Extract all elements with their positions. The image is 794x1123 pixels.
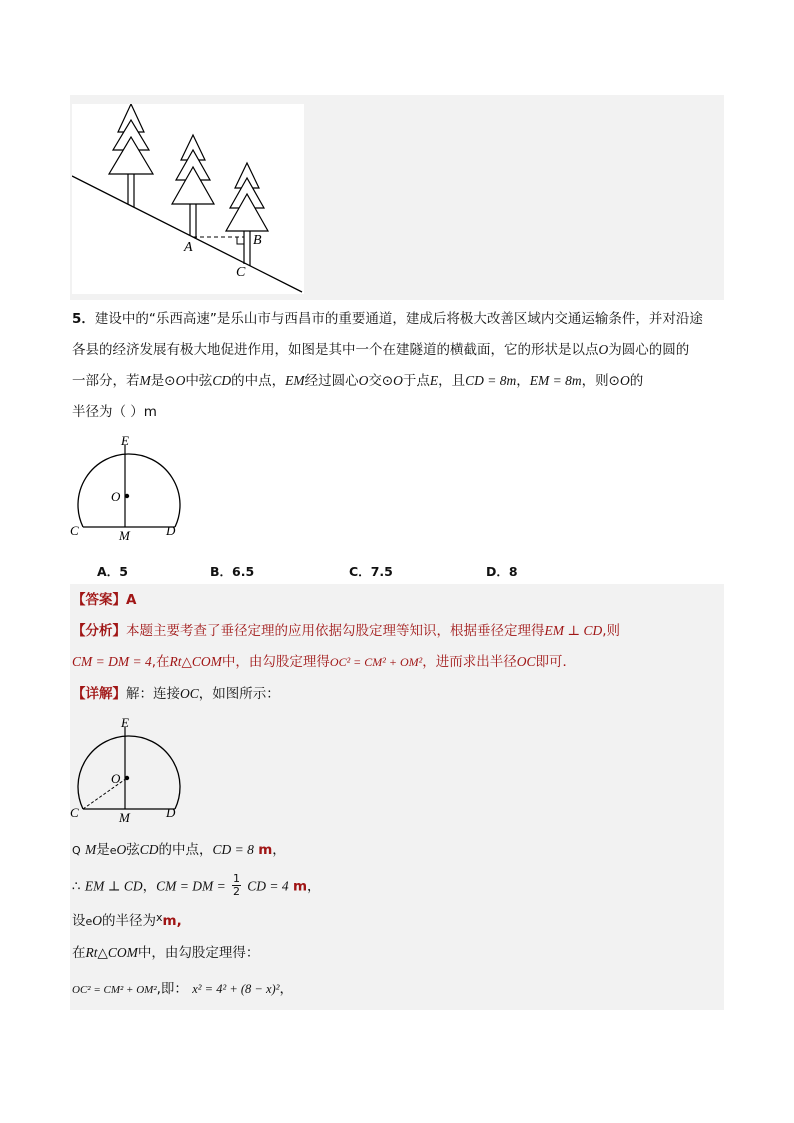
answer-value: A xyxy=(126,592,137,608)
tunnel-label-c: C xyxy=(70,523,79,538)
tunnel-label-d: D xyxy=(166,523,176,538)
dashed-oc xyxy=(83,778,127,809)
analysis-tag: 【分析】 xyxy=(72,623,126,639)
question-line-1: 5．建设中的“乐西高速”是乐山市与西昌市的重要通道，建成后将极大改善区域内交通运输条件，并对沿途 xyxy=(72,311,703,327)
option-d[interactable]: D．8 xyxy=(486,564,518,579)
option-c[interactable]: C．7.5 xyxy=(349,564,393,579)
option-b[interactable]: B．6.5 xyxy=(210,564,255,579)
analysis-line-2: CM = DM = 4,在Rt△COM中，由勾股定理得OC² = CM² + OM²，进而求出半径OC即可． xyxy=(72,654,576,670)
step-1: Q M是eO弦CD的中点，CD = 8 m， xyxy=(72,842,286,858)
tunnel-label-e: E xyxy=(121,433,129,448)
option-a[interactable]: A．5 xyxy=(97,564,128,579)
center-point-2 xyxy=(125,776,129,780)
label-b: B xyxy=(253,233,262,248)
center-point xyxy=(125,494,129,498)
step-4: 在Rt△COM中，由勾股定理得： xyxy=(72,945,260,961)
answer-line xyxy=(72,590,136,610)
tunnel2-label-d: D xyxy=(166,805,176,820)
analysis-line-1: 【分析】本题主要考查了垂径定理的应用依据勾股定理等知识，根据垂径定理得EM ⊥ CD,则 xyxy=(72,623,620,639)
question-number: 5． xyxy=(72,311,95,327)
tunnel-label-o: O xyxy=(111,489,121,504)
label-c: C xyxy=(236,265,246,280)
tunnel2-label-c: C xyxy=(70,805,79,820)
question-line-4: 半径为（ ）m xyxy=(72,404,157,420)
detail-line: 【详解】解：连接OC，如图所示： xyxy=(72,686,280,702)
tunnel-label-m: M xyxy=(119,528,130,542)
label-a: A xyxy=(184,240,193,255)
question-line-3: 一部分，若M是⊙O中弦CD的中点，EM经过圆心O交⊙O于点E，且CD = 8m，EM = 8m，则⊙O的 xyxy=(72,373,644,389)
tunnel-arc-2 xyxy=(78,736,180,809)
tunnel2-label-m: M xyxy=(119,810,130,824)
fraction-half: $\frac{1}{2}$ xyxy=(232,872,240,898)
step-2: ∴ EM ⊥ CD，CM = DM = $\frac{1}{2}$ CD = 4 m， xyxy=(72,872,321,898)
detail-tag: 【详解】 xyxy=(72,686,126,702)
step-3: 设eO的半径为$^x$m, xyxy=(72,911,182,929)
tunnel2-label-e: E xyxy=(121,715,129,730)
question-line-2: 各县的经济发展有极大地促进作用，如图是其中一个在建隧道的横截面，它的形状是以点O为圆心的圆的 xyxy=(72,342,690,358)
tunnel-figure xyxy=(66,432,186,542)
answer-tag: 【答案】 xyxy=(72,592,126,608)
tunnel-figure-with-oc xyxy=(66,714,186,824)
tree-slope-figure xyxy=(72,104,304,294)
tunnel2-label-o: O xyxy=(111,771,121,786)
step-5: OC² = CM² + OM²,即： x² = 4² + (8 − x)²， xyxy=(72,981,293,997)
tunnel-arc xyxy=(78,454,180,527)
